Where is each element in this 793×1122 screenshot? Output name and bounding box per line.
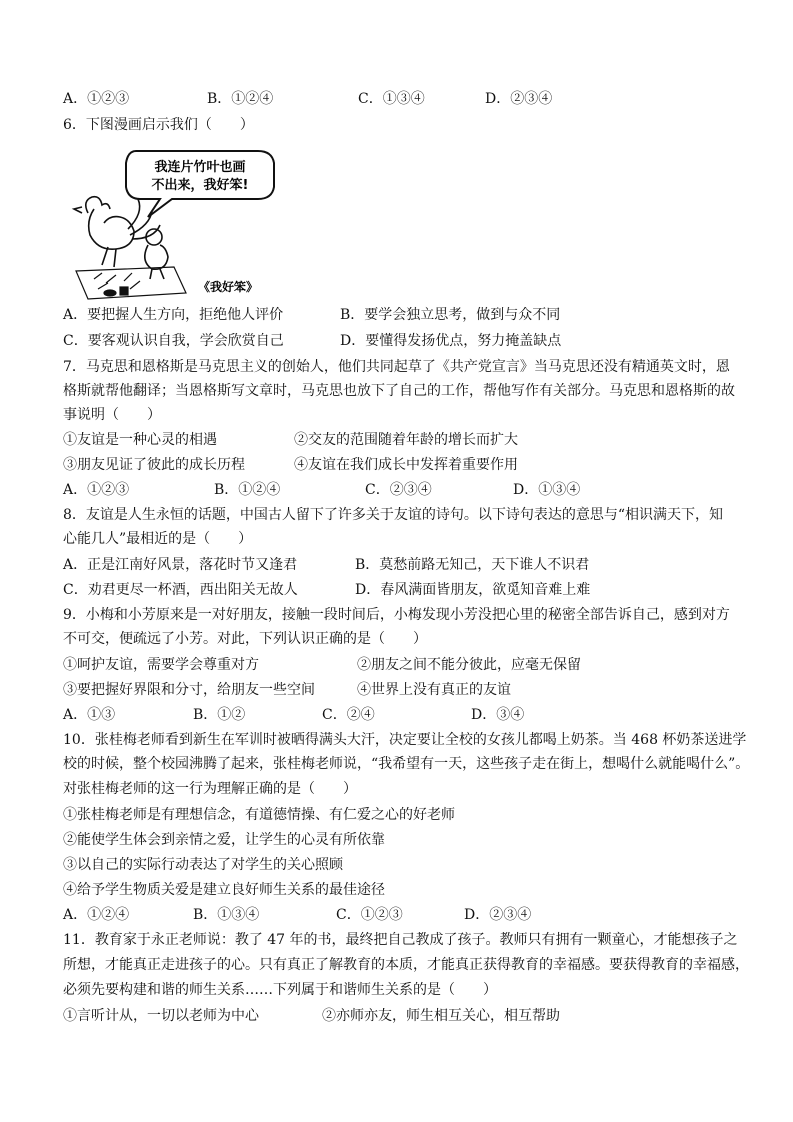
q6-option-d: D．要懂得发扬优点，努力掩盖缺点 xyxy=(340,333,562,349)
q9-statement-3: ③要把握好界限和分寸，给朋友一些空间 xyxy=(63,682,315,698)
q10-line-2: 校的时候，整个校园沸腾了起来，张桂梅老师说，“我希望有一天，这些孩子走在街上，想喝什么就能喝什么”。 xyxy=(63,756,750,772)
bubble-text-line2: 不出来，我好笨! xyxy=(151,178,249,193)
q7-option-d: D．①③④ xyxy=(513,482,581,498)
q11-line-3: 必须先要构建和谐的师生关系……下列属于和谐师生关系的是（ ） xyxy=(63,982,497,998)
q11-statement-1: ①言听计从，一切以老师为中心 xyxy=(63,1008,259,1024)
q10-statement-3: ③以自己的实际行动表达了对学生的关心照顾 xyxy=(63,857,343,873)
q10-statement-4: ④给予学生物质关爱是建立良好师生关系的最佳途径 xyxy=(63,882,385,898)
q8-line-2: 心能几人”最相近的是（ ） xyxy=(63,531,253,547)
q10-statement-1: ①张桂梅老师是有理想信念，有道德情操、有仁爱之心的好老师 xyxy=(63,807,455,823)
bubble-text-line1: 我连片竹叶也画 xyxy=(154,160,246,175)
q10-statement-2: ②能使学生体会到亲情之爱，让学生的心灵有所依靠 xyxy=(63,832,385,848)
q8-option-b: B．莫愁前路无知己，天下谁人不识君 xyxy=(355,557,590,573)
q7-line-2: 格斯就帮他翻译；当恩格斯写文章时，马克思也放下了自己的工作，帮他写作有关部分。马克思和恩格斯的故 xyxy=(63,383,735,399)
q5-option-b: B．①②④ xyxy=(207,91,274,107)
q11-statement-2: ②亦师亦友，师生相互关心，相互帮助 xyxy=(322,1008,560,1024)
cartoon-caption: 《我好笨》 xyxy=(197,280,259,294)
q6-stem: 6．下图漫画启示我们（ ） xyxy=(63,117,254,133)
q9-option-a: A．①③ xyxy=(63,707,116,723)
q11-line-2: 所想，才能真正走进孩子的心。只有真正了解教育的本质，才能真正获得教育的幸福感。要获得教育的幸福感， xyxy=(63,957,749,973)
q6-option-c: C．要客观认识自我，学会欣赏自己 xyxy=(63,333,284,349)
q7-option-a: A．①②③ xyxy=(63,482,130,498)
q10-option-a: A．①②④ xyxy=(63,907,130,923)
q7-line-1: 7．马克思和恩格斯是马克思主义的创始人，他们共同起草了《共产党宣言》当马克思还没有精通英文时，恩 xyxy=(63,359,730,375)
q9-option-d: D．③④ xyxy=(471,707,525,723)
q8-option-c: C．劝君更尽一杯酒，西出阳关无故人 xyxy=(63,582,298,598)
q7-statement-2: ②交友的范围随着年龄的增长而扩大 xyxy=(294,432,518,448)
q8-option-d: D．春风满面皆朋友，欲觅知音难上难 xyxy=(355,582,591,598)
q7-option-b: B．①②④ xyxy=(214,482,281,498)
paper-drawing xyxy=(76,267,186,299)
q10-option-b: B．①③④ xyxy=(193,907,260,923)
q9-line-1: 9．小梅和小芳原来是一对好朋友，接触一段时间后，小梅发现小芳没把心里的秘密全部告诉自己，感到对方 xyxy=(63,607,730,623)
q10-option-d: D．②③④ xyxy=(464,907,532,923)
q7-statement-4: ④友谊在我们成长中发挥着重要作用 xyxy=(294,457,518,473)
q10-line-1: 10．张桂梅老师看到新生在军训时被晒得满头大汗，决定要让全校的女孩儿都喝上奶茶。当 468 杯奶茶送进学 xyxy=(63,732,747,748)
q9-option-b: B．①② xyxy=(193,707,246,723)
q10-option-c: C．①②③ xyxy=(336,907,403,923)
q5-option-d: D．②③④ xyxy=(485,91,553,107)
q6-option-a: A．要把握人生方向，拒绝他人评价 xyxy=(63,307,284,323)
q9-option-c: C．②④ xyxy=(322,707,375,723)
q9-statement-2: ②朋友之间不能分彼此，应毫无保留 xyxy=(357,657,581,673)
q11-line-1: 11．教育家于永正老师说：教了 47 年的书，最终把自己教成了孩子。教师只有拥有一颗童心，才能想孩子之 xyxy=(63,932,738,948)
q9-line-2: 不可交，便疏远了小芳。对此，下列认识正确的是（ ） xyxy=(63,631,427,647)
q7-option-c: C．②③④ xyxy=(365,482,432,498)
q10-line-3: 对张桂梅老师的这一行为理解正确的是（ ） xyxy=(63,781,357,797)
q8-line-1: 8．友谊是人生永恒的话题，中国古人留下了许多关于友谊的诗句。以下诗句表达的意思与“相识满天下，知 xyxy=(63,507,724,523)
q7-statement-3: ③朋友见证了彼此的成长历程 xyxy=(63,457,245,473)
q9-statement-4: ④世界上没有真正的友谊 xyxy=(357,682,511,698)
q9-statement-1: ①呵护友谊，需要学会尊重对方 xyxy=(63,657,259,673)
q5-option-c: C．①③④ xyxy=(358,91,425,107)
q7-statement-1: ①友谊是一种心灵的相遇 xyxy=(63,432,217,448)
q8-option-a: A．正是江南好风景，落花时节又逢君 xyxy=(63,557,298,573)
q6-option-b: B．要学会独立思考，做到与众不同 xyxy=(340,307,561,323)
q5-option-a: A．①②③ xyxy=(63,91,130,107)
cartoon-illustration xyxy=(68,143,288,303)
q7-line-3: 事说明（ ） xyxy=(63,407,161,423)
